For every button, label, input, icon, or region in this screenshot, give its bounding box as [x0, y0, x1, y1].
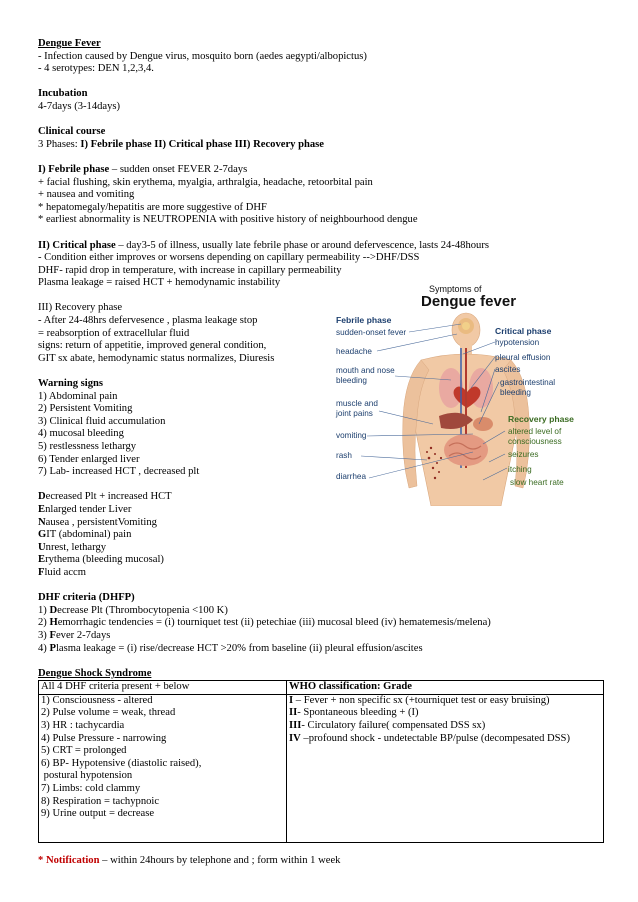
mnemonic-text: luid accm: [44, 566, 86, 578]
grade-text: - Circulatory failure( compensated DSS sx): [301, 720, 486, 732]
febrile-phase-label: Febrile phase: [336, 315, 392, 325]
dhf-criteria-letter: D: [49, 604, 58, 616]
figure-symptom-label: headache: [336, 347, 372, 356]
mnemonic-line: [38, 517, 608, 530]
critical-line: - Condition either improves or worsens depending on capillary permeability -->DHF/DSS: [38, 252, 420, 264]
recovery-line: GIT sx abate, hemodynamic status normalizes, Diuresis: [38, 352, 275, 364]
mnemonic-text: nlarged tender Liver: [45, 503, 132, 515]
grade-text: – Fever + non specific sx (+tourniquet test or easy bruising): [293, 694, 550, 706]
dhf-criteria-num: 1): [38, 604, 50, 616]
list-item: 6) BP- Hypotensive (diastolic raised),: [41, 757, 202, 769]
dss-col1-header: All 4 DHF criteria present + below: [39, 681, 287, 695]
dhf-criteria-num: 4): [38, 642, 50, 654]
figure-symptom-label: seizures: [508, 450, 539, 459]
list-item: 5) CRT = prolonged: [41, 745, 127, 757]
warning-item: 5) restlessness lethargy: [38, 441, 137, 452]
mnemonic-line: [38, 529, 608, 542]
clinical-course-heading: Clinical course: [38, 126, 106, 138]
list-item: [289, 707, 601, 720]
critical-title: [38, 240, 608, 253]
figure-symptom-label: sudden-onset fever: [336, 328, 407, 337]
mnemonic-line: [38, 567, 608, 580]
mnemonic-letter: U: [38, 541, 46, 553]
grade-label: I: [289, 694, 294, 706]
clinical-course-phase-list: I) Febrile phase II) Critical phase III) Recovery phase: [80, 138, 325, 150]
warning-item: 6) Tender enlarged liver: [38, 453, 140, 465]
critical-line: Plasma leakage = raised HCT + hemodynamic instability: [38, 277, 281, 289]
clinical-course-phases: [38, 139, 608, 152]
mnemonic-text: nrest, lethargy: [45, 541, 107, 553]
figure-symptom-label: vomiting: [336, 431, 367, 440]
figure-symptom-label: joint pains: [336, 409, 373, 418]
febrile-title-rest: – sudden onset FEVER 2-7days: [109, 163, 248, 175]
mnemonic-text: IT (abdominal) pain: [46, 529, 132, 541]
dhf-criteria-item: [38, 630, 608, 643]
dhf-criteria-item: [38, 605, 608, 618]
mnemonic-letter: G: [38, 529, 47, 541]
figure-symptom-label: altered level of: [508, 427, 562, 436]
figure-symptom-label: bleeding: [500, 388, 531, 397]
figure-symptom-label: itching: [508, 465, 532, 474]
table-row: [39, 681, 604, 695]
clinical-course-prefix: 3 Phases:: [38, 138, 81, 150]
figure-symptom-label: slow heart rate: [510, 478, 564, 487]
mnemonic-letter: E: [38, 503, 46, 515]
warning-item: 3) Clinical fluid accumulation: [38, 415, 166, 427]
warning-item: 2) Persistent Vomiting: [38, 403, 133, 415]
list-item: 2) Pulse volume = weak, thread: [41, 707, 176, 719]
mnemonic-text: ausea , persistentVomiting: [45, 516, 157, 528]
list-item: 1) Consciousness - altered: [41, 694, 153, 706]
dhf-criteria-text: lasma leakage = (i) rise/decrease HCT >20% from baseline (ii) pleural effusion/ascites: [55, 642, 423, 654]
list-item: 4) Pulse Pressure - narrowing: [41, 732, 167, 744]
figure-symptom-label: ascites: [495, 365, 521, 374]
incubation-heading: Incubation: [38, 88, 88, 100]
list-item: [289, 720, 601, 733]
mnemonic-line: [38, 554, 608, 567]
grade-label: III: [289, 720, 302, 732]
list-item: 7) Limbs: cold clammy: [41, 783, 141, 795]
recovery-line: - After 24-48hrs defervesence , plasma leakage stop: [38, 315, 258, 327]
grade-label: II: [289, 707, 298, 719]
critical-line: DHF- rapid drop in temperature, with increase in capillary permeability: [38, 264, 342, 276]
list-item: [289, 695, 601, 708]
table-row: [39, 694, 604, 842]
critical-title-bold: II) Critical phase: [38, 239, 116, 251]
mnemonic-letter: D: [38, 491, 46, 503]
mnemonic-line: [38, 542, 608, 555]
recovery-line: signs: return of appetitie, improved general condition,: [38, 340, 267, 352]
figure-symptom-label: hypotension: [495, 338, 540, 347]
list-item: 8) Respiration = tachypnoic: [41, 795, 160, 807]
mnemonic-letter: F: [38, 566, 45, 578]
incubation-text: 4-7days (3-14days): [38, 100, 121, 112]
dhf-criteria-num: 2): [38, 617, 50, 629]
febrile-line: + facial flushing, skin erythema, myalgia, arthralgia, headache, retoorbital pain: [38, 176, 373, 188]
dengue-fever-line: - Infection caused by Dengue virus, mosquito born (aedes aegypti/albopictus): [38, 50, 367, 62]
dhf-criteria-text: emorrhagic tendencies = (i) tourniquet test (ii) petechiae (iii) mucosal bleed (iv) hematemesis/melena): [57, 617, 491, 629]
figure-symptom-label: muscle and: [336, 399, 378, 408]
dss-criteria-cell: [39, 694, 287, 842]
notification-line: [38, 855, 608, 868]
figure-symptom-label: pleural effusion: [495, 353, 551, 362]
grade-text: –profound shock - undetectable BP/pulse (decompesated DSS): [300, 732, 570, 744]
febrile-title: [38, 164, 608, 177]
figure-symptom-label: bleeding: [336, 376, 367, 385]
mnemonic-letter: N: [38, 516, 46, 528]
notification-label: * Notification: [38, 855, 100, 867]
dhf-criteria-letter: H: [49, 617, 58, 629]
critical-title-rest: – day3-5 of illness, usually late febrile phase or around defervescence, lasts 24-48hours: [115, 239, 489, 251]
dengue-fever-heading: Dengue Fever: [38, 38, 101, 49]
recovery-title: III) Recovery phase: [38, 302, 123, 314]
list-item: [289, 733, 601, 746]
warning-heading: Warning signs: [38, 378, 104, 390]
list-item: 9) Urine output = decrease: [41, 808, 155, 820]
figure-title-large: Dengue fever: [421, 293, 517, 310]
dhf-criteria-text: ever 2-7days: [55, 629, 111, 641]
warning-item: 4) mucosal bleeding: [38, 428, 124, 440]
mnemonic-letter: E: [38, 554, 46, 566]
dhf-criteria-letter: P: [49, 642, 56, 654]
figure-symptom-label: diarrhea: [336, 472, 367, 481]
notification-text: – within 24hours by telephone and ; form within 1 week: [99, 855, 341, 867]
recovery-phase-label: Recovery phase: [508, 414, 574, 424]
dhf-criteria-item: [38, 617, 608, 630]
febrile-line: * earliest abnormality is NEUTROPENIA with positive history of neighbourhood dengue: [38, 214, 418, 226]
recovery-line: = reabsorption of extracellular fluid: [38, 327, 190, 339]
dengue-fever-line: - 4 serotypes: DEN 1,2,3,4.: [38, 63, 154, 75]
mnemonic-text: ecreased Plt + increased HCT: [45, 491, 172, 503]
febrile-title-bold: I) Febrile phase: [38, 163, 110, 175]
figure-symptom-label: mouth and nose: [336, 366, 395, 375]
figure-title-small: Symptoms of: [429, 284, 482, 294]
figure-symptom-label: gastrointestinal: [500, 378, 556, 387]
dhf-criteria-letter: F: [49, 629, 56, 641]
list-item: 3) HR : tachycardia: [41, 720, 125, 732]
figure-symptom-label: consciousness: [508, 437, 562, 446]
mnemonic-text: rythema (bleeding mucosal): [45, 554, 164, 566]
febrile-line: + nausea and vomiting: [38, 189, 135, 201]
critical-phase-label: Critical phase: [495, 326, 552, 336]
grade-text: - Spontaneous bleeding + (I): [297, 707, 419, 719]
dss-col2-header: WHO classification: Grade: [287, 681, 604, 695]
dhf-criteria-text: ecrease Plt (Thrombocytopenia <100 K): [57, 604, 228, 616]
dhf-criteria-num: 3): [38, 629, 50, 641]
warning-item: 7) Lab- increased HCT , decreased plt: [38, 466, 200, 478]
list-item: postural hypotension: [41, 770, 133, 782]
dss-table: [38, 680, 604, 843]
dhf-criteria-heading: DHF criteria (DHFP): [38, 592, 135, 604]
febrile-line: * hepatomegaly/hepatitis are more suggestive of DHF: [38, 201, 267, 213]
dss-heading: Dengue Shock Syndrome: [38, 667, 152, 679]
figure-symptom-label: rash: [336, 451, 352, 460]
dengue-symptoms-figure: [333, 284, 593, 506]
grade-label: IV: [289, 732, 301, 744]
dhf-criteria-item: [38, 643, 608, 656]
dss-grade-cell: [287, 694, 604, 842]
warning-item: 1) Abdominal pain: [38, 390, 118, 402]
